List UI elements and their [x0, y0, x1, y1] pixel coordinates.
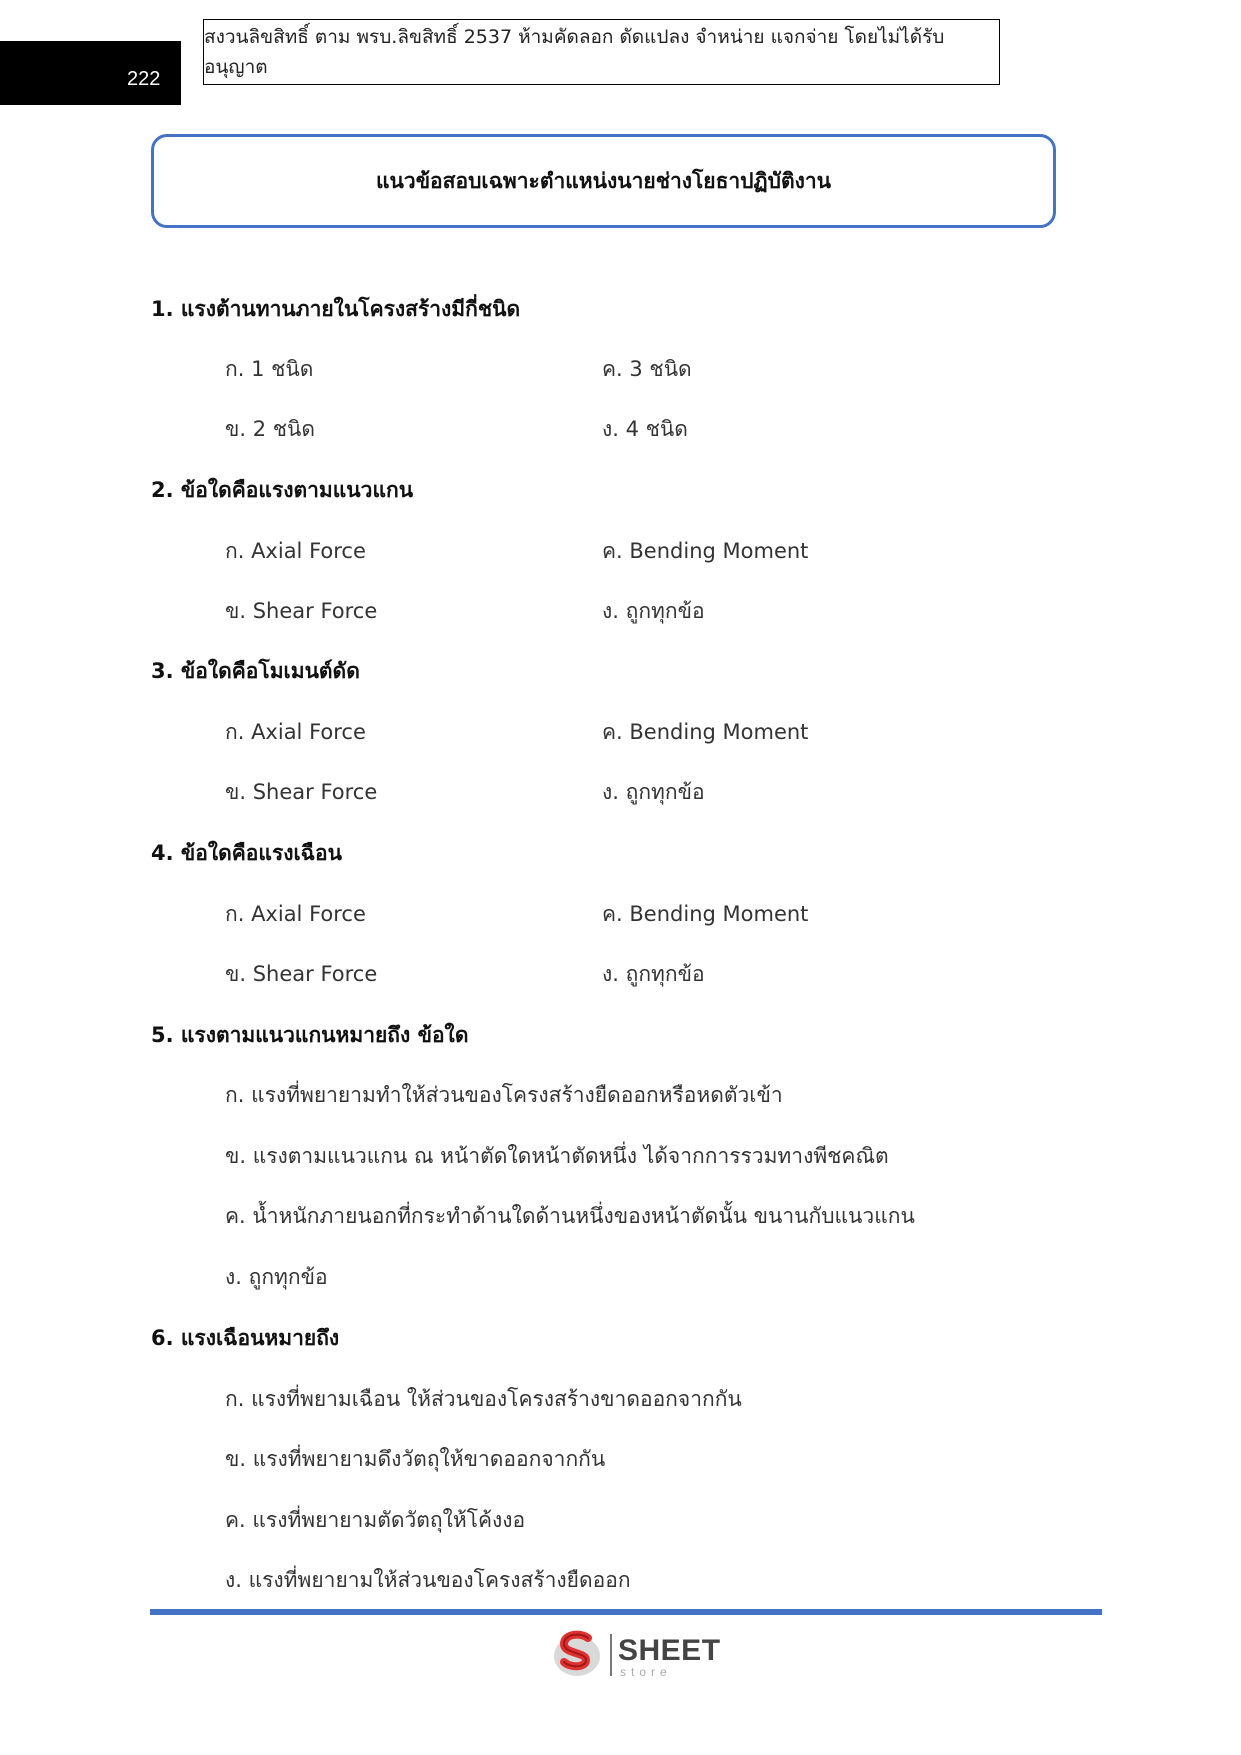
q5-option-b: ข. แรงตามแนวแกน ณ หน้าตัดใดหน้าตัดหนึ่ง ได้จากการรวมทางพีชคณิต — [225, 1144, 889, 1168]
q2-option-c: ค. Bending Moment — [602, 539, 809, 563]
q3-option-d: ง. ถูกทุกข้อ — [602, 780, 705, 804]
q6-option-c: ค. แรงที่พยายามตัดวัตถุให้โค้งงอ — [225, 1508, 526, 1532]
q6-option-d: ง. แรงที่พยายามให้ส่วนของโครงสร้างยืดออก — [225, 1568, 631, 1592]
question-3: 3. ข้อใดคือโมเมนต์ดัด — [151, 659, 360, 683]
q1-option-a: ก. 1 ชนิด — [225, 357, 314, 381]
logo-subword: store — [620, 1665, 672, 1679]
sheet-store-logo — [552, 1628, 722, 1682]
q6-option-b: ข. แรงที่พยายามดึงวัตถุให้ขาดออกจากกัน — [225, 1447, 606, 1471]
q6-option-a: ก. แรงที่พยามเฉือน ให้ส่วนของโครงสร้างขาดออกจากกัน — [225, 1387, 742, 1411]
q3-option-b: ข. Shear Force — [225, 780, 378, 804]
q5-option-c: ค. น้ำหนักภายนอกที่กระทำด้านใดด้านหนึ่งของหน้าตัดนั้น ขนานกับแนวแกน — [225, 1204, 915, 1228]
logo-word: SHEET — [618, 1634, 721, 1667]
question-5: 5. แรงตามแนวแกนหมายถึง ข้อใด — [151, 1023, 469, 1047]
question-4: 4. ข้อใดคือแรงเฉือน — [151, 841, 342, 865]
copyright-notice: สงวนลิขสิทธิ์ ตาม พรบ.ลิขสิทธิ์ 2537 ห้ามคัดลอก ดัดแปลง จำหน่าย แจกจ่าย โดยไม่ได้รับอนุญาต — [204, 26, 945, 78]
section-title: แนวข้อสอบเฉพาะตำแหน่งนายช่างโยธาปฏิบัติงาน — [376, 168, 831, 193]
q1-option-c: ค. 3 ชนิด — [602, 357, 692, 381]
q4-option-d: ง. ถูกทุกข้อ — [602, 962, 705, 986]
copyright-notice-box — [203, 19, 1000, 85]
q1-option-b: ข. 2 ชนิด — [225, 417, 315, 441]
q4-option-c: ค. Bending Moment — [602, 902, 809, 926]
question-6: 6. แรงเฉือนหมายถึง — [151, 1326, 340, 1350]
q1-option-d: ง. 4 ชนิด — [602, 417, 688, 441]
q3-option-c: ค. Bending Moment — [602, 720, 809, 744]
page-number: 222 — [127, 68, 161, 90]
section-title-box — [151, 134, 1056, 228]
q5-option-d: ง. ถูกทุกข้อ — [225, 1265, 328, 1289]
q5-option-a: ก. แรงที่พยายามทำให้ส่วนของโครงสร้างยืดออกหรือหดตัวเข้า — [225, 1083, 783, 1107]
q2-option-d: ง. ถูกทุกข้อ — [602, 599, 705, 623]
q4-option-a: ก. Axial Force — [225, 902, 366, 926]
footer-rule — [150, 1609, 1102, 1615]
q3-option-a: ก. Axial Force — [225, 720, 366, 744]
sheet-s-icon — [552, 1628, 602, 1680]
q4-option-b: ข. Shear Force — [225, 962, 378, 986]
question-2: 2. ข้อใดคือแรงตามแนวแกน — [151, 478, 414, 502]
logo-divider — [610, 1634, 612, 1676]
q2-option-b: ข. Shear Force — [225, 599, 378, 623]
question-1: 1. แรงต้านทานภายในโครงสร้างมีกี่ชนิด — [151, 297, 521, 321]
q2-option-a: ก. Axial Force — [225, 539, 366, 563]
